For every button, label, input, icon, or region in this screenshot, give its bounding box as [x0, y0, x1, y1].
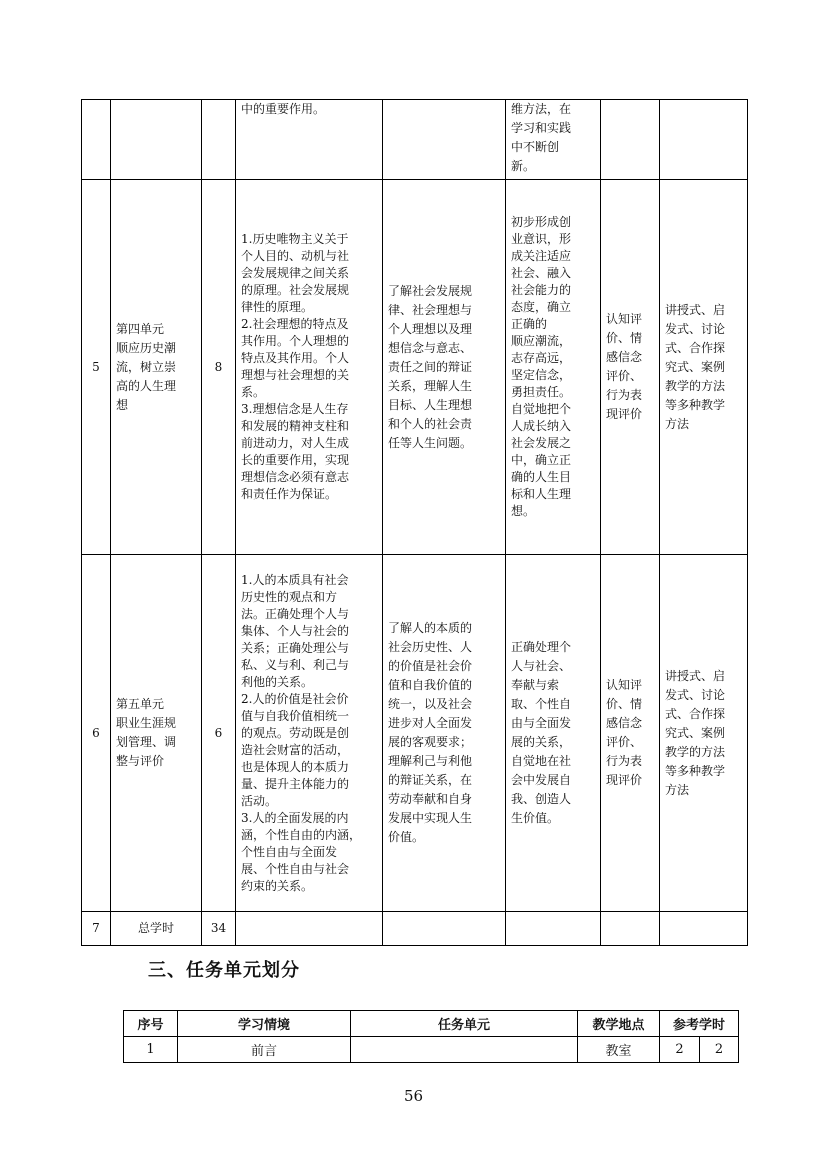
task-hours-2: 2	[700, 1037, 739, 1063]
task-location: 教室	[578, 1037, 660, 1063]
unit-name	[111, 100, 202, 180]
table-row	[82, 555, 748, 912]
section-title: 三、任务单元划分	[148, 960, 300, 981]
quality-goal: 正确处理个 人与社会、 奉献与索 取、个性自 由与全面发 展的关系， 自觉地在社 会中发展自 我、创造人 生价值。	[506, 555, 601, 912]
content-text	[236, 912, 383, 946]
knowledge-goal: 了解人的本质的 社会历史性、人 的价值是社会价 值和自我价值的 统一，以及社会 进步对人全面发 展的客观要求； 理解利己与利他 的辩证关系，在 劳动奉献和自身 发展中实现人生 价值。	[383, 555, 506, 912]
teaching-method	[660, 912, 748, 946]
content-text: 中的重要作用。	[236, 100, 383, 180]
quality-goal	[506, 912, 601, 946]
header-no: 序号	[124, 1011, 178, 1037]
knowledge-goal	[383, 912, 506, 946]
header-hours: 参考学时	[660, 1011, 739, 1037]
table-row	[82, 180, 748, 555]
unit-name: 第四单元 顺应历史潮 流，树立崇 高的人生理 想	[111, 180, 202, 555]
task-hours-1: 2	[660, 1037, 700, 1063]
teaching-method: 讲授式、启 发式、讨论 式、合作探 究式、案例 教学的方法 等多种教学 方法	[660, 555, 748, 912]
assessment-method	[601, 912, 660, 946]
knowledge-goal	[383, 100, 506, 180]
page-number: 56	[403, 1087, 424, 1105]
content-text: 1.历史唯物主义关于 个人目的、动机与社 会发展规律之间关系 的原理。社会发展规 律性的原理。 2.社会理想的特点及 其作用。个人理想的 特点及其作用。个人 理想与社会理想的关 系。 3.理想信念是人生存 和发展的精神支柱和 前进动力，对人生成 长的重要作用，实现 理想信念必须有意志 和责任作为保证。	[236, 180, 383, 555]
header-scenario: 学习情境	[178, 1011, 351, 1037]
row-number: 7	[82, 912, 111, 946]
teaching-method: 讲授式、启 发式、讨论 式、合作探 究式、案例 教学的方法 等多种教学 方法	[660, 180, 748, 555]
header-location: 教学地点	[578, 1011, 660, 1037]
course-content-table	[81, 99, 748, 946]
table-row	[124, 1037, 739, 1063]
knowledge-goal: 了解社会发展规 律、社会理想与 个人理想以及理 想信念与意志、 责任之间的辩证 关系，理解人生 目标、人生理想 和个人的社会责 任等人生问题。	[383, 180, 506, 555]
content-text: 1.人的本质具有社会 历史性的观点和方 法。正确处理个人与 集体、个人与社会的 关系；正确处理公与 私、义与利、利己与 利他的关系。 2.人的价值是社会价 值与自我价值相统一 的观点。劳动既是创 造社会财富的活动， 也是体现人的本质力 量、提升主体能力的 活动。 3.人的全面发展的内 涵，个性自由的内涵， 个性自由与全面发 展、个性自由与社会 约束的关系。	[236, 555, 383, 912]
assessment-method: 认知评 价、情 感信念 评价、 行为表 现评价	[601, 555, 660, 912]
task-scenario: 前言	[178, 1037, 351, 1063]
unit-hours: 34	[202, 912, 236, 946]
quality-goal: 维方法，在 学习和实践 中不断创 新。	[506, 100, 601, 180]
table-row	[82, 100, 748, 180]
unit-name: 第五单元 职业生涯规 划管理、调 整与评价	[111, 555, 202, 912]
unit-hours: 8	[202, 180, 236, 555]
teaching-method	[660, 100, 748, 180]
unit-hours: 6	[202, 555, 236, 912]
quality-goal: 初步形成创 业意识，形 成关注适应 社会、融入 社会能力的 态度，确立 正确的 顺应潮流， 志存高远， 坚定信念， 勇担责任。 自觉地把个 人成长纳入 社会发展之 中，确立正 确的人生目 标和人生理 想。	[506, 180, 601, 555]
row-number: 5	[82, 180, 111, 555]
unit-name: 总学时	[111, 912, 202, 946]
header-unit: 任务单元	[351, 1011, 578, 1037]
task-no: 1	[124, 1037, 178, 1063]
assessment-method	[601, 100, 660, 180]
row-number	[82, 100, 111, 180]
row-number: 6	[82, 555, 111, 912]
table-row	[82, 912, 748, 946]
task-unit-table	[123, 1010, 739, 1063]
task-unit	[351, 1037, 578, 1063]
assessment-method: 认知评 价、情 感信念 评价、 行为表 现评价	[601, 180, 660, 555]
table-header-row	[124, 1011, 739, 1037]
unit-hours	[202, 100, 236, 180]
